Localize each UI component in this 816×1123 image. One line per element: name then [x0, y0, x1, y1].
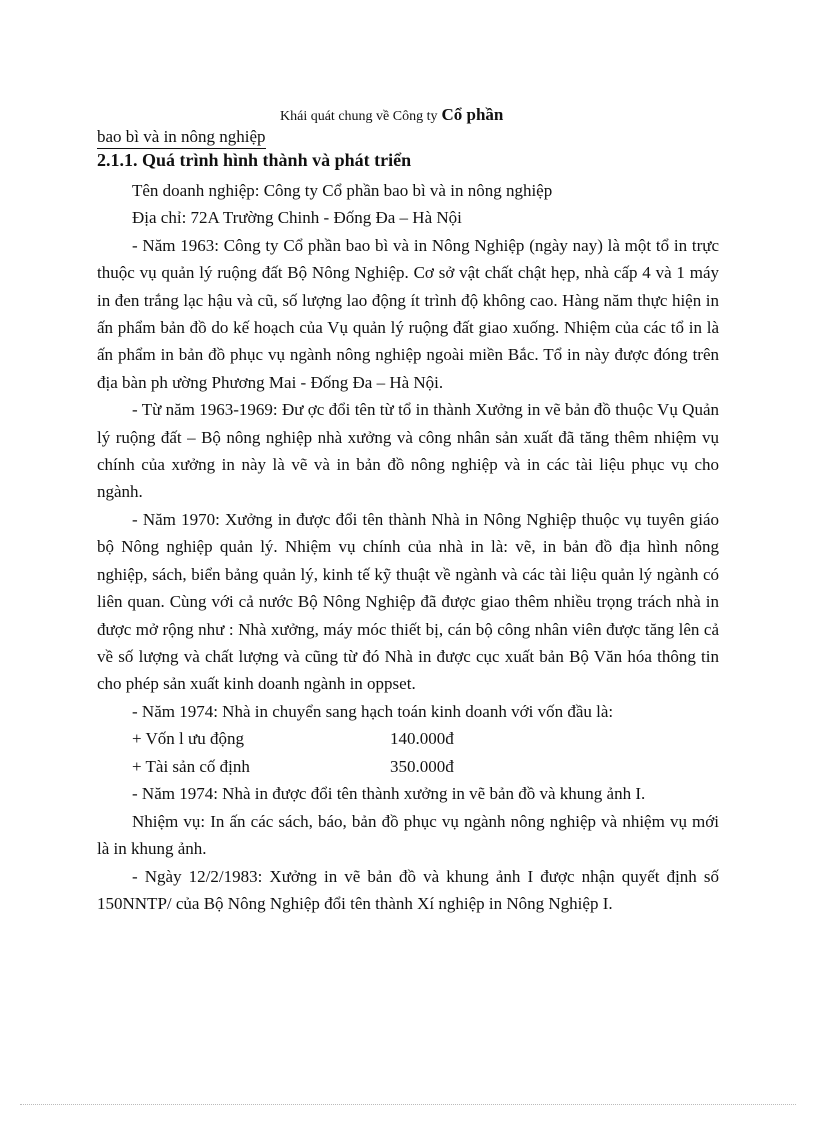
- header-title-prefix: Khái quát chung về Công ty: [280, 109, 438, 124]
- address-paragraph: Địa chỉ: 72A Trường Chinh - Đống Đa – Hà Nội: [132, 208, 462, 228]
- document-body: [97, 177, 719, 917]
- company-name-line: bao bì và in nông nghiệp: [97, 126, 266, 149]
- history-1963-1969-paragraph: - Từ năm 1963-1969: Đư ợc đổi tên từ tổ in thành Xưởng in vẽ bản đồ thuộc Vụ Quản lý ruộng đất – Bộ nông nghiệp nhà xưởng và công nhân sản xuất đã tăng thêm nhiệm vụ chính của xưởng in này là vẽ và in bản đồ nông nghiệp và in các tài liệu phục vụ cho ngành.: [97, 400, 719, 502]
- page-footer-divider: [20, 1104, 796, 1105]
- capital-label: + Vốn l ưu động: [132, 729, 244, 749]
- history-1963-paragraph: - Năm 1963: Công ty Cổ phần bao bì và in Nông Nghiệp (ngày nay) là một tổ in trực thuộc vụ quản lý ruộng đất Bộ Nông Nghiệp. Cơ sở vật chất chật hẹp, nhà cấp 4 và 1 máy in đen trắng lạc hậu và cũ, số lượng lao động ít trình độ không cao. Hàng năm thực hiện in ấn phẩm bản đồ do kế hoạch của Vụ quản lý ruộng đất giao xuống. Nhiệm của các tổ in là ấn phẩm in bản đồ phục vụ ngành nông nghiệp ngoài miền Bắc. Tổ in này được đóng trên địa bàn ph ường Phương Mai - Đống Đa – Hà Nội.: [97, 235, 719, 392]
- history-1983-paragraph: - Ngày 12/2/1983: Xưởng in vẽ bản đồ và khung ảnh I được nhận quyết định số 150NNTP/ của Bộ Nông Nghiệp đổi tên thành Xí nghiệp in Nông Nghiệp I.: [97, 866, 719, 913]
- capital-value: 140.000đ: [390, 729, 454, 749]
- section-title: 2.1.1. Quá trình hình thành và phát triển: [97, 150, 412, 170]
- capital-row-working: [97, 725, 719, 753]
- capital-value: 350.000đ: [390, 756, 454, 776]
- history-1974-capital-paragraph: - Năm 1974: Nhà in chuyển sang hạch toán kinh doanh với vốn đầu là:: [132, 701, 614, 721]
- task-paragraph: Nhiệm vụ: In ấn các sách, báo, bản đồ phục vụ ngành nông nghiệp và nhiệm vụ mới là in khung ảnh.: [97, 811, 719, 859]
- capital-label: + Tài sản cố định: [132, 756, 250, 776]
- header-title-bold: Cổ phần: [441, 105, 504, 124]
- history-1974-rename-paragraph: - Năm 1974: Nhà in được đổi tên thành xưởng in vẽ bản đồ và khung ảnh I.: [132, 784, 646, 804]
- document-header: [280, 103, 503, 129]
- capital-row-fixed: [97, 753, 719, 781]
- company-name-paragraph: Tên doanh nghiệp: Công ty Cổ phần bao bì và in nông nghiệp: [132, 181, 553, 200]
- history-1970-paragraph: - Năm 1970: Xưởng in được đổi tên thành Nhà in Nông Nghiệp thuộc vụ tuyên giáo bộ Nông nghiệp quản lý. Nhiệm vụ chính của nhà in là: vẽ, in bản đồ địa hình nông nghiệp, sách, biển bảng quản lý, kinh tế kỹ thuật về ngành và các tài liệu quản lý ngành có liên quan. Cùng với cả nước Bộ Nông Nghiệp đã được giao thêm nhiều trọng trách nhà in được mở rộng như : Nhà xưởng, máy móc thiết bị, cán bộ công nhân viên được tăng lên cả về số lượng và chất lượng và cũng từ đó Nhà in được cục xuất bản Bộ Văn hóa thông tin cho phép sản xuất kinh doanh ngành in oppset.: [97, 509, 719, 694]
